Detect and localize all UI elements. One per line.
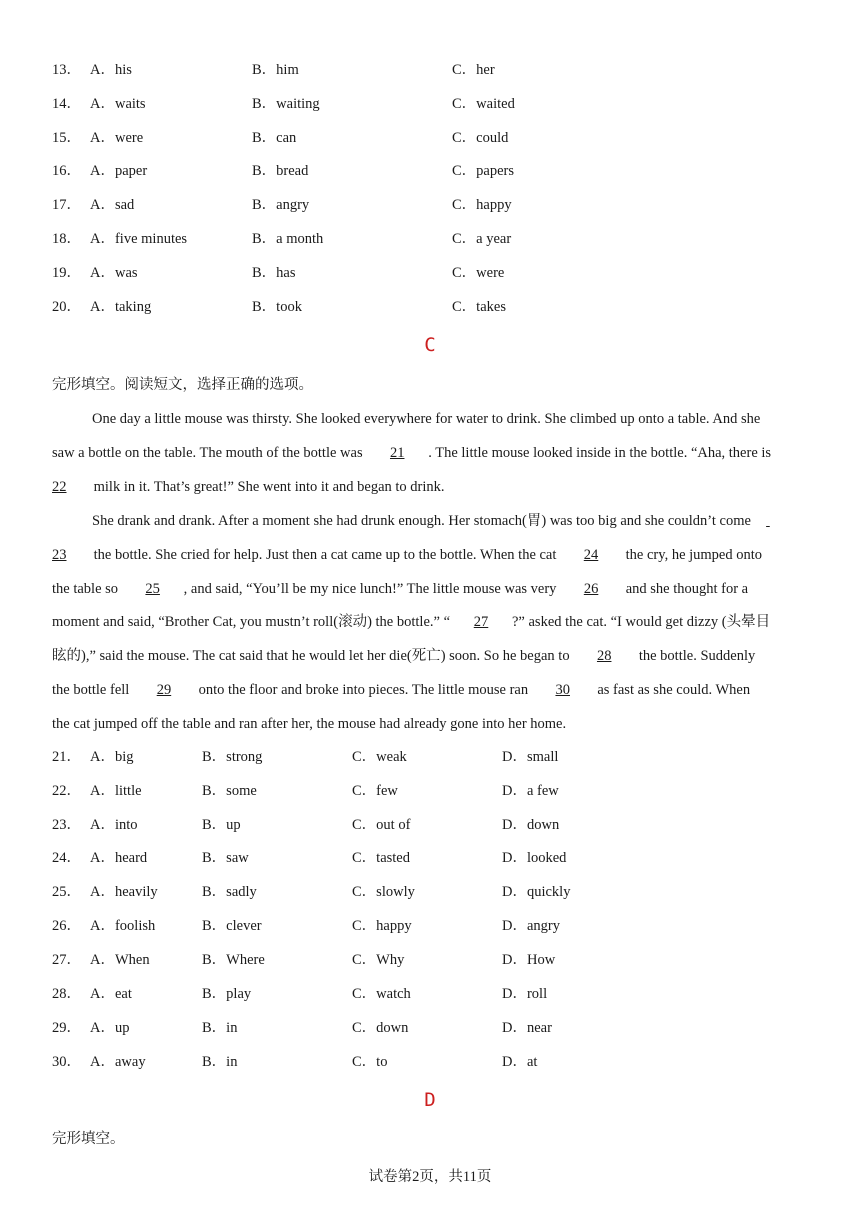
option-a: A．heard [90,850,148,866]
passage-text: ?” asked the cat. “I would get dizzy (头晕目 [512,614,771,630]
passage-line: One day a little mouse was thirsty. She looked everywhere for water to drink. She climbed up onto a table. And she [92,411,761,427]
question-number: 21． [52,749,81,765]
passage-line [52,646,755,666]
option-d: D．roll [502,986,548,1002]
question-number: 13． [52,62,81,78]
option-a: A．sad [90,197,135,213]
option-d: D．down [502,817,560,833]
option-b: B．in [202,1020,238,1036]
blank-26: 26 [583,581,599,597]
blank-23: 23 [52,547,67,563]
option-b: B．Where [202,952,265,968]
question-number: 19． [52,265,81,281]
blank-29: 29 [156,682,172,698]
option-b: B．took [252,299,302,315]
question-number: 27． [52,952,81,968]
option-d: D．quickly [502,884,571,900]
option-b: B．up [202,817,241,833]
option-b: B．in [202,1054,238,1070]
option-b: B．play [202,986,252,1002]
option-a: A．eat [90,986,132,1002]
option-d: D．a few [502,783,559,799]
option-c: C．slowly [352,884,415,900]
option-b: B．has [252,265,296,281]
option-a: A．was [90,265,138,281]
option-c: C．could [452,130,509,146]
option-a: A．away [90,1054,146,1070]
option-b: B．some [202,783,257,799]
option-a: A．heavily [90,884,158,900]
question-number: 29． [52,1020,81,1036]
option-c: C．down [352,1020,409,1036]
question-number: 18． [52,231,81,247]
option-c: C．a year [452,231,512,247]
option-b: B．a month [252,231,324,247]
passage-text: . The little mouse looked inside in the bottle. “Aha, there is [428,445,772,461]
passage-line [52,477,445,497]
section-c-instruction: 完形填空。阅读短文，选择正确的选项。 [52,377,313,393]
section-d-instruction: 完形填空。 [52,1131,125,1147]
option-c: C．papers [452,163,515,179]
option-c: C．weak [352,749,407,765]
passage-line [52,545,762,565]
blank-21: 21 [389,445,405,461]
question-number: 22． [52,783,81,799]
question-number: 16． [52,163,81,179]
option-c: C．Why [352,952,405,968]
option-a: A．five minutes [90,231,188,247]
option-c: C．waited [452,96,515,112]
option-c: C．happy [452,197,512,213]
option-c: C．her [452,62,495,78]
question-number: 30． [52,1054,81,1070]
option-b: B．bread [252,163,309,179]
option-d: D．at [502,1054,538,1070]
option-a: A．little [90,783,142,799]
passage-text: saw a bottle on the table. The mouth of the bottle was [52,445,367,461]
option-b: B．clever [202,918,262,934]
option-d: D．looked [502,850,567,866]
option-d: D．small [502,749,559,765]
blank-27: 27 [473,614,489,630]
option-a: A．up [90,1020,130,1036]
option-c: C．takes [452,299,506,315]
passage-text: the bottle fell [52,682,133,698]
question-number: 26． [52,918,81,934]
blank-28: 28 [596,648,612,664]
question-number: 23． [52,817,81,833]
passage-line [52,579,748,599]
option-c: C．tasted [352,850,410,866]
page-footer: 试卷第2页，共11页 [368,1169,492,1185]
blank-30: 30 [555,682,570,698]
passage-text: the table so [52,581,122,597]
option-c: C．to [352,1054,388,1070]
option-a: A．his [90,62,132,78]
passage-text: as fast as she could. When [593,682,751,698]
option-c: C．few [352,783,398,799]
question-number: 24． [52,850,81,866]
option-b: B．can [252,130,297,146]
option-b: B．waiting [252,96,320,112]
option-d: D．near [502,1020,552,1036]
option-b: B．strong [202,749,263,765]
passage-text: 眩的),” said the mouse. The cat said that he would let her die(死亡) soon. So he began to [52,648,574,664]
passage-text: moment and said, “Brother Cat, you mustn’t roll(滚动) the bottle.” “ [52,614,450,630]
option-b: B．him [252,62,299,78]
blank-continuation [759,511,777,531]
option-a: A．foolish [90,918,156,934]
passage-line: the cat jumped off the table and ran after her, the mouse had already gone into her home. [52,716,567,732]
question-number: 20． [52,299,81,315]
question-number: 17． [52,197,81,213]
blank-22: 22 [52,479,67,495]
passage-line [52,443,771,463]
option-a: A．When [90,952,150,968]
blank-25: 25 [145,581,160,597]
question-number: 14． [52,96,81,112]
section-d-heading: D [424,1089,436,1111]
option-a: A．taking [90,299,152,315]
question-number: 28． [52,986,81,1002]
option-a: A．waits [90,96,146,112]
option-c: C．watch [352,986,411,1002]
passage-text: milk in it. That’s great!” She went into it and began to drink. [90,479,445,495]
option-a: A．were [90,130,144,146]
option-b: B．sadly [202,884,257,900]
blank-24: 24 [583,547,599,563]
option-c: C．happy [352,918,412,934]
question-number: 15． [52,130,81,146]
option-c: C．out of [352,817,411,833]
option-a: A．big [90,749,134,765]
passage-text: She drank and drank. After a moment she had drunk enough. Her stomach(胃) was too big and she couldn’t come [92,513,751,529]
passage-text: and she thought for a [622,581,749,597]
option-a: A．into [90,817,138,833]
passage-line [52,612,770,632]
option-b: B．angry [252,197,310,213]
passage-text: the bottle. Suddenly [635,648,756,664]
option-a: A．paper [90,163,148,179]
passage-line [52,680,750,700]
passage-text: the bottle. She cried for help. Just then a cat came up to the bottle. When the cat [90,547,561,563]
option-b: B．saw [202,850,249,866]
passage-text: , and said, “You’ll be my nice lunch!” The little mouse was very [183,581,561,597]
passage-text: onto the floor and broke into pieces. The little mouse ran [194,682,532,698]
question-number: 25． [52,884,81,900]
section-c-heading: C [424,334,436,356]
passage-text: the cry, he jumped onto [622,547,763,563]
option-c: C．were [452,265,505,281]
passage-line [92,511,777,531]
option-d: D．angry [502,918,560,934]
option-d: D．How [502,952,556,968]
